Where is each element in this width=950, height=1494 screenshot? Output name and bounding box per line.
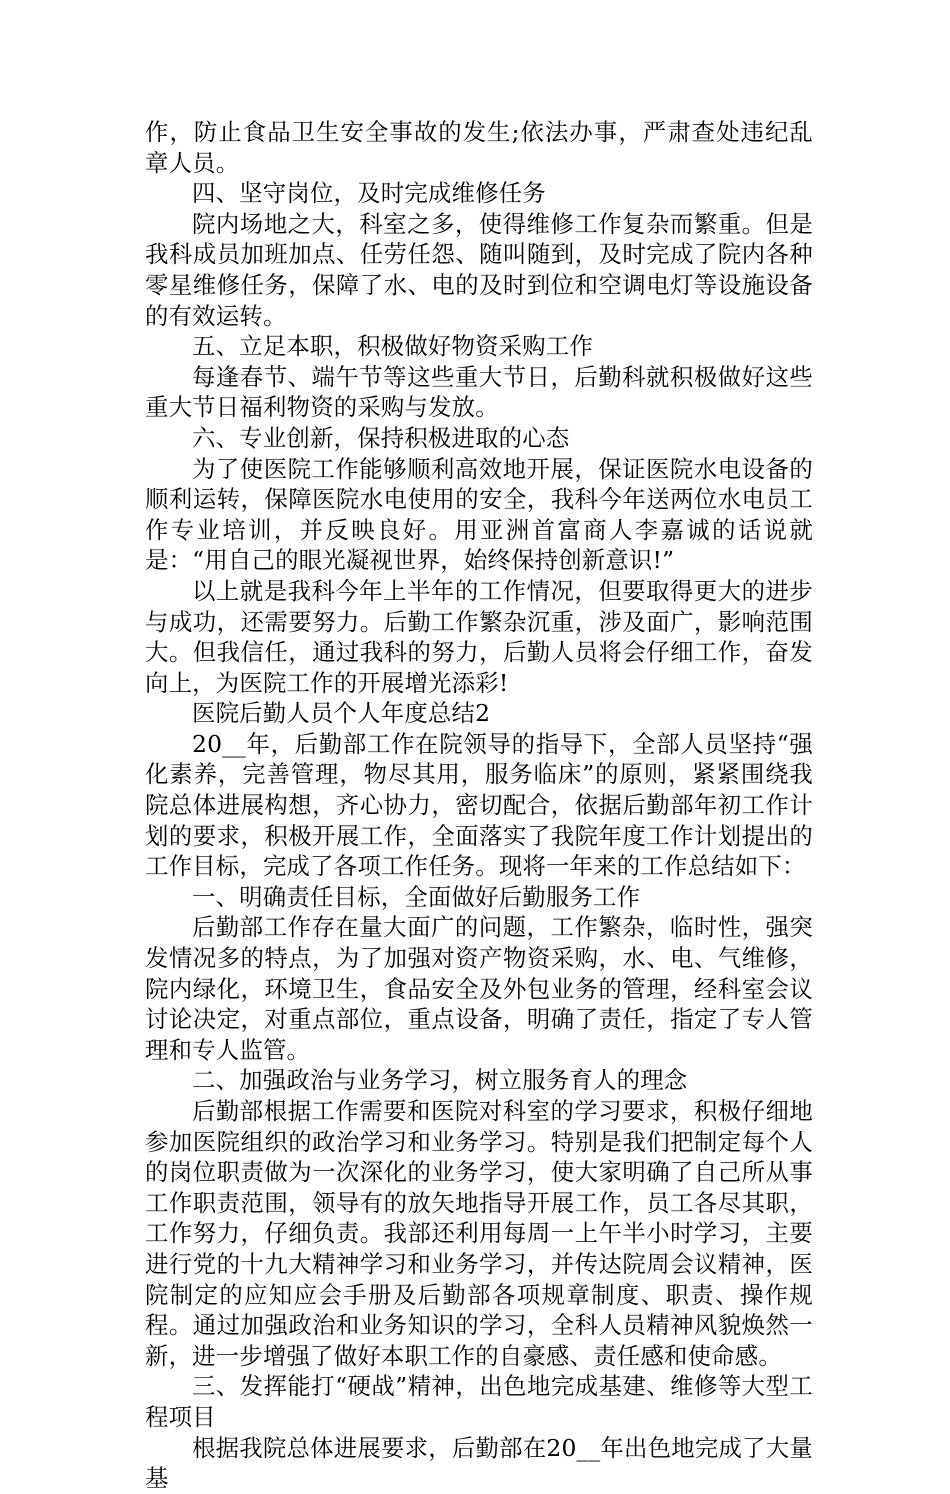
document-subtitle: 医院后勤人员个人年度总结2 [192, 699, 491, 728]
section-heading-2: 二、加强政治与业务学习，树立服务育人的理念 [192, 1066, 688, 1095]
section-heading-3: 三、发挥能打“硬战”精神，出色地完成基建、维修等大型工程项目 [145, 1372, 813, 1431]
section-heading-4: 四、坚守岗位，及时完成维修任务 [192, 179, 546, 208]
paragraph: 后勤部工作存在量大面广的问题，工作繁杂，临时性，强突发情况多的特点，为了加强对资产物资采购，水、电、气维修，院内绿化，环境卫生，食品安全及外包业务的管理，经科室会议讨论决定，对重点部位，重点设备，明确了责任，指定了专人管理和专人监管。 [145, 913, 813, 1064]
paragraph: 后勤部根据工作需要和医院对科室的学习要求，积极仔细地参加医院组织的政治学习和业务学习。特别是我们把制定每个人的岗位职责做为一次深化的业务学习，使大家明确了自己所从事工作职责范围，领导有的放矢地指导开展工作，员工各尽其职，工作努力，仔细负责。我部还利用每周一上午半小时学习，主要进行党的十九大精神学习和业务学习，并传达院周会议精神，医院制定的应知应会手册及后勤部各项规章制度、职责、操作规程。通过加强政治和业务知识的学习，全科人员精神风貌焕然一新，进一步增强了做好本职工作的自豪感、责任感和使命感。 [145, 1097, 813, 1370]
section-heading-1: 一、明确责任目标，全面做好后勤服务工作 [192, 882, 641, 911]
paragraph: 为了使医院工作能够顺利高效地开展，保证医院水电设备的顺利运转，保障医院水电使用的安全，我科今年送两位水电员工作专业培训，并反映良好。用亚洲首富商人李嘉诚的话说就是：“用自己的眼光凝视世界，始终保持创新意识!” [145, 454, 813, 575]
paragraph: 20__年，后勤部工作在院领导的指导下，全部人员坚持“强化素养，完善管理，物尽其用，服务临床”的原则，紧紧围绕我院总体进展构想，齐心协力，密切配合，依据后勤部年初工作计划的要求，积极开展工作，全面落实了我院年度工作计划提出的工作目标，完成了各项工作任务。现将一年来的工作总结如下： [145, 729, 813, 881]
paragraph: 每逢春节、端午节等这些重大节日，后勤科就积极做好这些重大节日福利物资的采购与发放。 [145, 362, 813, 422]
document-body [145, 117, 813, 1494]
section-heading-6: 六、专业创新，保持积极进取的心态 [192, 423, 570, 452]
section-heading-5: 五、立足本职，积极做好物资采购工作 [192, 332, 594, 361]
paragraph-continuation: 作，防止食品卫生安全事故的发生;依法办事，严肃查处违纪乱章人员。 [145, 118, 813, 177]
paragraph: 以上就是我科今年上半年的工作情况，但要取得更大的进步与成功，还需要努力。后勤工作繁杂沉重，涉及面广，影响范围大。但我信任，通过我科的努力，后勤人员将会仔细工作，奋发向上，为医院工作的开展增光添彩! [145, 576, 813, 697]
paragraph: 根据我院总体进展要求，后勤部在20__年出色地完成了大量基 [145, 1433, 813, 1493]
paragraph: 院内场地之大，科室之多，使得维修工作复杂而繁重。但是我科成员加班加点、任劳任怨、随叫随到，及时完成了院内各种零星维修任务，保障了水、电的及时到位和空调电灯等设施设备的有效运转。 [145, 209, 813, 330]
